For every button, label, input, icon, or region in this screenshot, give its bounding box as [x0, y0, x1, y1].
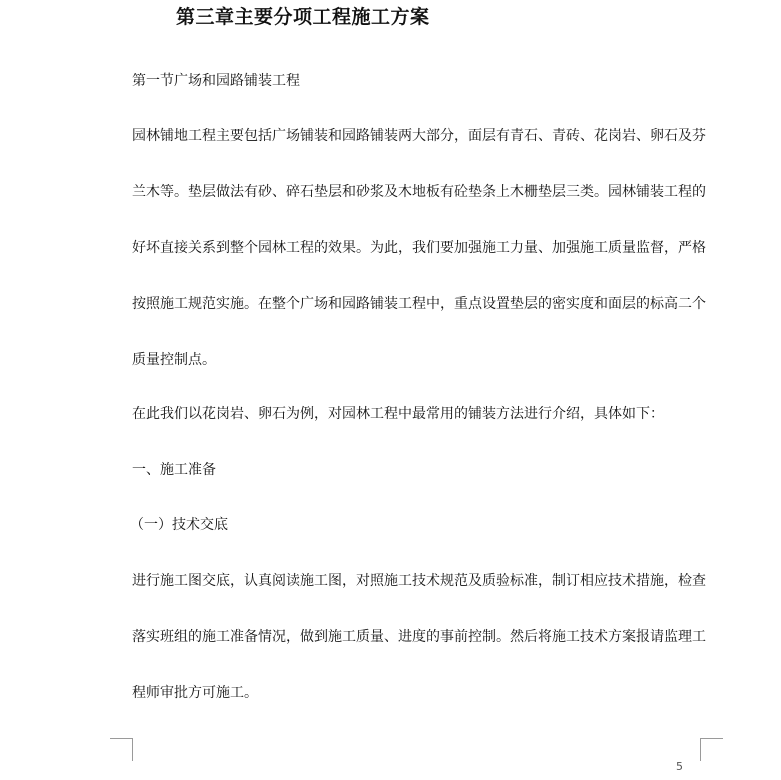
heading-construction-preparation: 一、施工准备	[132, 462, 216, 478]
paragraph-line: 落实班组的施工准备情况，做到施工质量、进度的事前控制。然后将施工技术方案报请监理工	[132, 629, 706, 645]
chapter-title: 第三章主要分项工程施工方案	[176, 6, 430, 28]
paragraph-line: 兰木等。垫层做法有砂、碎石垫层和砂浆及木地板有砼垫条上木栅垫层三类。园林铺装工程的	[132, 184, 706, 200]
paragraph-line: 程师审批方可施工。	[132, 685, 258, 701]
paragraph-line: 园林铺地工程主要包括广场铺装和园路铺装两大部分，面层有青石、青砖、花岗岩、卵石及芬	[132, 128, 706, 144]
section-title: 第一节广场和园路铺装工程	[132, 73, 300, 89]
paragraph-line: 按照施工规范实施。在整个广场和园路铺装工程中，重点设置垫层的密实度和面层的标高二个	[132, 296, 706, 312]
margin-corner-mark-right	[700, 738, 723, 761]
heading-technical-briefing: （一）技术交底	[130, 517, 228, 533]
paragraph-line: 进行施工图交底，认真阅读施工图，对照施工技术规范及质验标准，制订相应技术措施，检查	[132, 573, 706, 589]
paragraph-line: 在此我们以花岗岩、卵石为例，对园林工程中最常用的铺装方法进行介绍，具体如下：	[132, 406, 664, 422]
page-number: 5	[676, 760, 683, 773]
paragraph-line: 好坏直接关系到整个园林工程的效果。为此，我们要加强施工力量、加强施工质量监督，严格	[132, 240, 706, 256]
margin-corner-mark-left	[110, 738, 133, 761]
paragraph-line: 质量控制点。	[132, 352, 216, 368]
